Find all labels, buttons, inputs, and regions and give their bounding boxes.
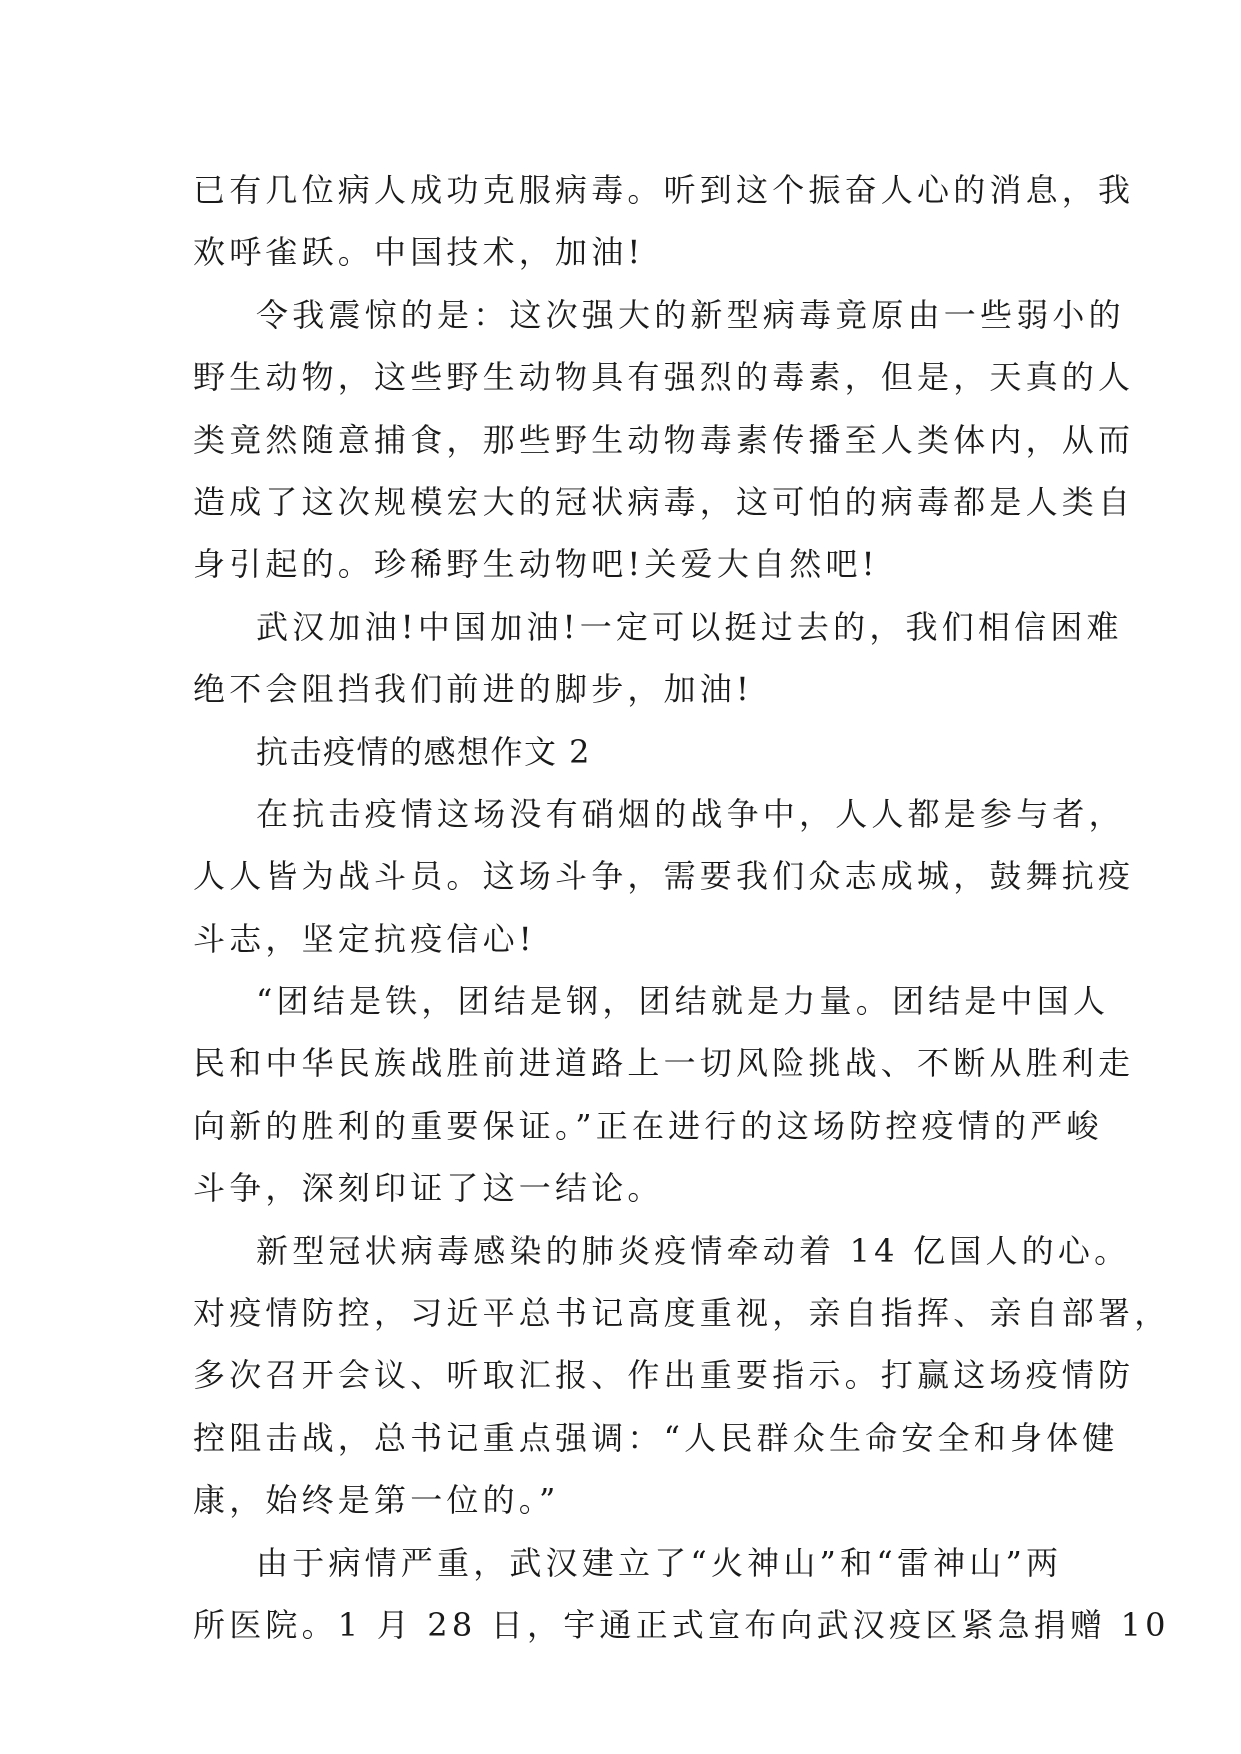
text-line: “团结是铁，团结是钢，团结就是力量。团结是中国人: [256, 982, 1110, 1021]
text-line: 控阻击战，总书记重点强调：“人民群众生命安全和身体健: [193, 1418, 1119, 1457]
text-line: 斗争，深刻印证了这一结论。: [193, 1169, 664, 1208]
text-line: 类竟然随意捕食，那些野生动物毒素传播至人类体内，从而: [193, 420, 1135, 459]
text-line: 所医院。1 月 28 日，宇通正式宣布向武汉疫区紧急捐赠 10: [193, 1605, 1170, 1644]
text-line: 人人皆为战斗员。这场斗争，需要我们众志成城，鼓舞抗疫: [193, 857, 1135, 896]
text-line: 野生动物，这些野生动物具有强烈的毒素，但是，天真的人: [193, 358, 1135, 397]
text-line: 绝不会阻挡我们前进的脚步，加油!: [193, 670, 754, 709]
text-line: 斗志，坚定抗疫信心!: [193, 919, 536, 958]
section-heading: 抗击疫情的感想作文 2: [256, 732, 592, 771]
text-line: 由于病情严重，武汉建立了“火神山”和“雷神山”两: [256, 1543, 1063, 1582]
text-line: 向新的胜利的重要保证。”正在进行的这场防控疫情的严峻: [193, 1106, 1103, 1145]
text-line: 新型冠状病毒感染的肺炎疫情牵动着 14 亿国人的心。: [256, 1231, 1131, 1270]
text-line: 对疫情防控，习近平总书记高度重视，亲自指挥、亲自部署，: [193, 1294, 1171, 1333]
text-line: 民和中华民族战胜前进道路上一切风险挑战、不断从胜利走: [193, 1044, 1135, 1083]
text-line: 欢呼雀跃。中国技术，加油!: [193, 233, 645, 272]
text-line: 已有几位病人成功克服病毒。听到这个振奋人心的消息，我: [193, 171, 1135, 209]
text-line: 身引起的。珍稀野生动物吧!关爱大自然吧!: [193, 545, 879, 584]
text-line: 武汉加油!中国加油!一定可以挺过去的，我们相信困难: [256, 607, 1123, 646]
text-line: 康，始终是第一位的。”: [193, 1481, 560, 1520]
text-line: 在抗击疫情这场没有硝烟的战争中，人人都是参与者，: [256, 794, 1125, 833]
text-line: 令我震惊的是：这次强大的新型病毒竟原由一些弱小的: [256, 295, 1125, 334]
text-line: 造成了这次规模宏大的冠状病毒，这可怕的病毒都是人类自: [193, 482, 1135, 521]
text-line: 多次召开会议、听取汇报、作出重要指示。打赢这场疫情防: [193, 1356, 1135, 1395]
document-body: [193, 159, 1171, 1656]
